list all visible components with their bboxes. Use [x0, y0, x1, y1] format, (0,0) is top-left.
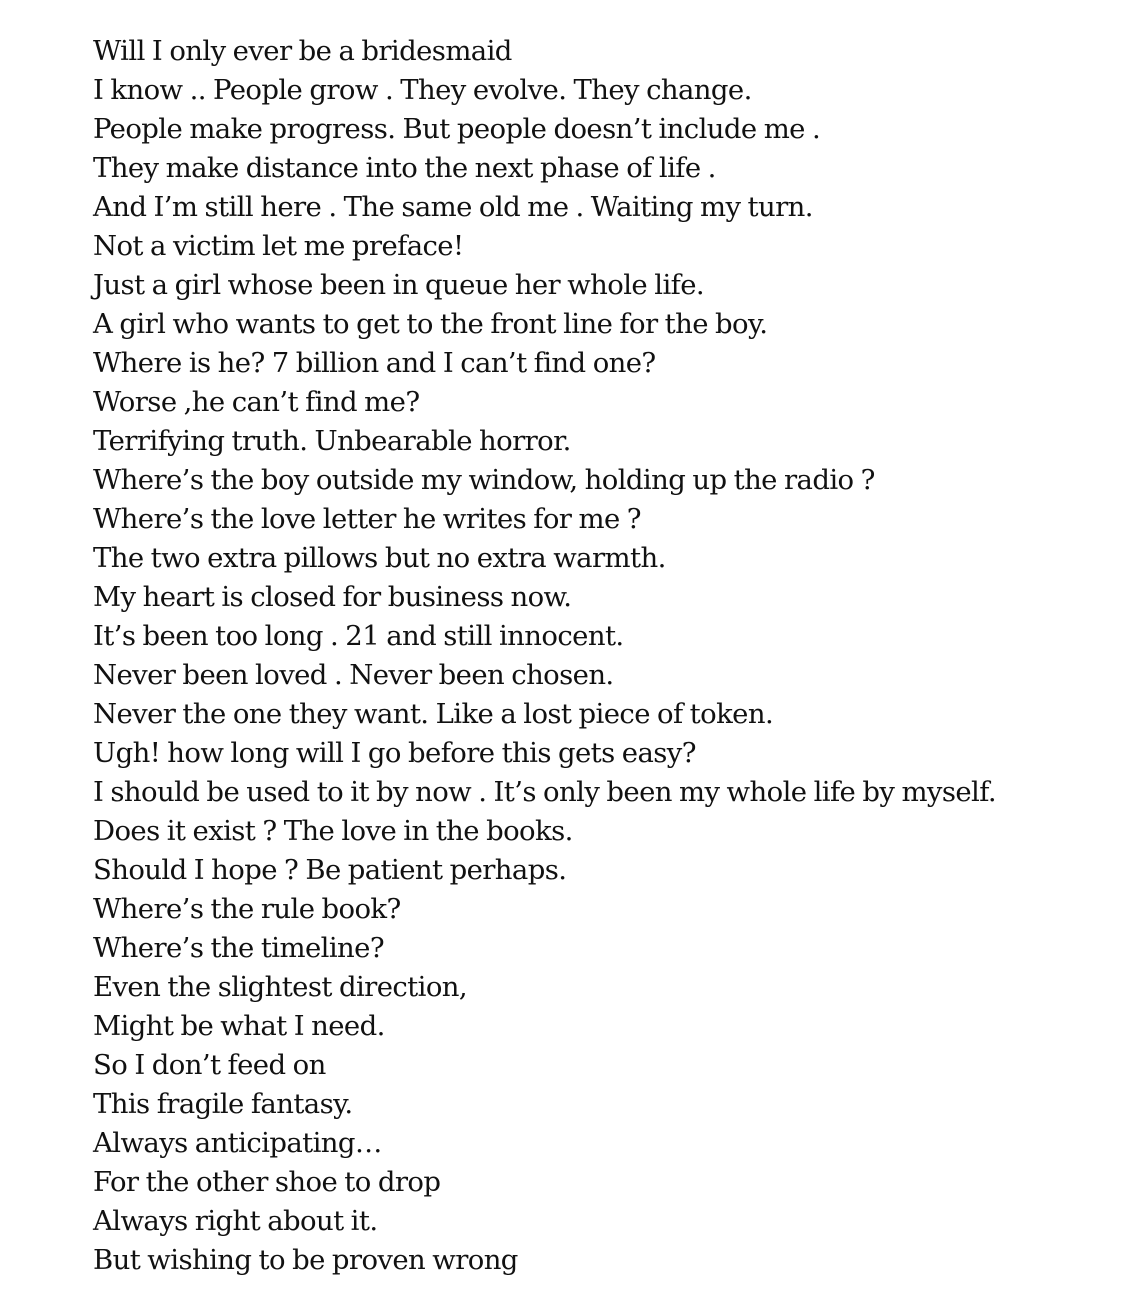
poem-line: And I’m still here . The same old me . Waiting my turn. — [93, 191, 813, 223]
poem-line: Should I hope ? Be patient perhaps. — [93, 854, 567, 886]
poem-line: But wishing to be proven wrong — [93, 1244, 518, 1276]
poem-line: I know .. People grow . They evolve. They change. — [93, 74, 752, 106]
poem-line: The two extra pillows but no extra warmth. — [93, 542, 666, 574]
poem-line: My heart is closed for business now. — [93, 581, 572, 613]
poem-line: Not a victim let me preface! — [93, 230, 464, 262]
poem-line: It’s been too long . 21 and still innocent. — [93, 620, 624, 652]
poem-line: Never the one they want. Like a lost piece of token. — [93, 698, 774, 730]
poem-line: They make distance into the next phase of life . — [93, 152, 716, 184]
poem-line: A girl who wants to get to the front line for the boy. — [93, 308, 768, 340]
poem-line: Always anticipating… — [93, 1127, 382, 1159]
poem-line: Even the slightest direction, — [93, 971, 468, 1003]
poem-line: Where’s the boy outside my window, holding up the radio ? — [93, 464, 875, 496]
poem-line: Does it exist ? The love in the books. — [93, 815, 573, 847]
poem-line: People make progress. But people doesn’t include me . — [93, 113, 821, 145]
poem-line: I should be used to it by now . It’s only been my whole life by myself. — [93, 776, 996, 808]
poem-line: Ugh! how long will I go before this gets easy? — [93, 737, 696, 769]
poem-line: Just a girl whose been in queue her whole life. — [93, 269, 705, 301]
poem-line: This fragile fantasy. — [93, 1088, 353, 1120]
poem-line: For the other shoe to drop — [93, 1166, 441, 1198]
poem-line: Worse ,he can’t find me? — [93, 386, 420, 418]
poem-line: Where’s the timeline? — [93, 932, 384, 964]
poem-line: Will I only ever be a bridesmaid — [93, 35, 512, 67]
poem-line: Terrifying truth. Unbearable horror. — [93, 425, 571, 457]
poem-line: So I don’t feed on — [93, 1049, 326, 1081]
poem-line: Might be what I need. — [93, 1010, 385, 1042]
poem-line: Where’s the love letter he writes for me ? — [93, 503, 641, 535]
poem-line: Where’s the rule book? — [93, 893, 401, 925]
poem-line: Where is he? 7 billion and I can’t find one? — [93, 347, 656, 379]
poem-line: Never been loved . Never been chosen. — [93, 659, 614, 691]
poem-line: Always right about it. — [93, 1205, 378, 1237]
poem-body — [93, 32, 996, 1280]
